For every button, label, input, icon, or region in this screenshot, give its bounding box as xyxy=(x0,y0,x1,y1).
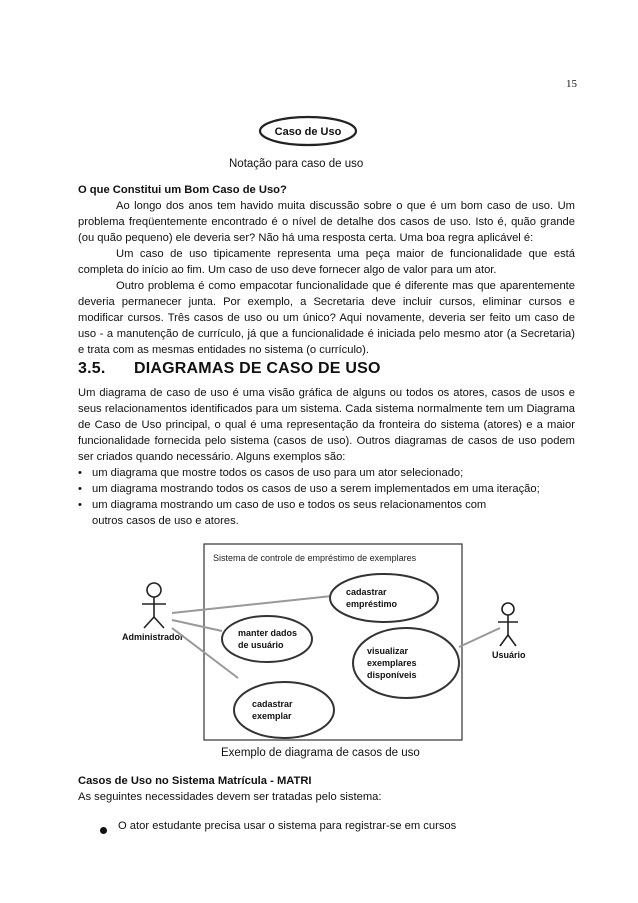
system-title: Sistema de controle de empréstimo de exemplares xyxy=(213,553,417,563)
examples-list xyxy=(78,465,575,529)
section-matri-title: Casos de Uso no Sistema Matrícula - MATRI xyxy=(78,775,312,787)
figure1-caption: Notação para caso de uso xyxy=(229,158,364,170)
uc2-line1: manter dados xyxy=(238,628,298,638)
uc-manter-dados-usuario xyxy=(222,616,312,662)
uc3-line1: visualizar xyxy=(367,646,409,656)
page-number: 15 xyxy=(566,78,577,90)
actor-right-label: Usuário xyxy=(492,650,526,660)
actor-left-label: Administrador xyxy=(122,632,184,642)
section-matri-intro: As seguintes necessidades devem ser tratadas pelo sistema: xyxy=(78,791,382,803)
list-item: • um diagrama que mostre todos os casos de uso para um ator selecionado; xyxy=(78,465,575,481)
section-good-p2: Um caso de uso tipicamente representa uma peça maior de funcionalidade que está completa do início ao fim. Um caso de uso deve fornecer algo de valor para um ator. xyxy=(78,248,575,276)
list-item: • um diagrama mostrando um caso de uso e todos os seus relacionamentos com outros casos de uso e atores. xyxy=(78,497,575,529)
uc2-line2: de usuário xyxy=(238,640,284,650)
actor-administrador xyxy=(142,583,166,628)
uc4-line1: cadastrar xyxy=(252,699,293,709)
usecase-notation-figure xyxy=(256,113,360,149)
section-matri-bullet: O ator estudante precisa usar o sistema para registrar-se em cursos xyxy=(118,820,457,832)
uc1-line2: empréstimo xyxy=(346,599,398,609)
section-35-p1: Um diagrama de caso de uso é uma visão gráfica de alguns ou todos os atores, casos de usos e seus relacionamentos identificados para um sistema. Cada sistema normalmente tem um Diagrama de Caso de Uso principal, o qual é uma representação da fronteira do sistema (atores) e a maior funcionalidade fornecida pelo sistema (casos de uso). Outros diagramas de casos de uso podem ser criados quando necessário. Alguns exemplos são: xyxy=(78,387,575,463)
section-good-p1: Ao longo dos anos tem havido muita discussão sobre o que é um bom caso de uso. Um problema freqüentemente encontrado é o nível de detalhe dos casos de uso. Isto é, quão grande (ou quão pequeno) ele deveria ser? Não há uma resposta certa. Uma boa regra aplicável é: xyxy=(78,200,575,244)
uc-cadastrar-exemplar xyxy=(234,682,334,738)
usecase-label: Caso de Uso xyxy=(274,126,342,138)
section-good-p3: Outro problema é como empacotar funcionalidade que é diferente mas que aparentemente deveria permanecer junta. Por exemplo, a Secretaria deve incluir cursos, eliminar cursos e modificar cursos. Três casos de uso ou um único? Aqui novamente, deveria ser feito um caso de uso - a manutenção de currículo, já que a funcionalidade é iniciada pelo mesmo ator (a Secretaria) e trata com as mesmas entidades no sistema (o currículo). xyxy=(78,280,575,356)
uc1-line1: cadastrar xyxy=(346,587,387,597)
section-good-title: O que Constitui um Bom Caso de Uso? xyxy=(78,184,287,196)
list-item: • um diagrama mostrando todos os casos de uso a serem implementados em uma iteração; xyxy=(78,481,575,497)
section-number: 3.5. xyxy=(78,360,106,377)
uc3-line3: disponíveis xyxy=(367,670,417,680)
section-heading xyxy=(78,360,381,378)
section-title: DIAGRAMAS DE CASO DE USO xyxy=(134,360,381,377)
uc3-line2: exemplares xyxy=(367,658,417,668)
uc4-line2: exemplar xyxy=(252,711,292,721)
bullet-dot xyxy=(100,827,107,834)
actor-usuario xyxy=(498,603,518,646)
figure2-caption: Exemplo de diagrama de casos de uso xyxy=(221,747,420,759)
usecase-diagram xyxy=(120,540,526,745)
uc-cadastrar-emprestimo xyxy=(330,574,438,622)
